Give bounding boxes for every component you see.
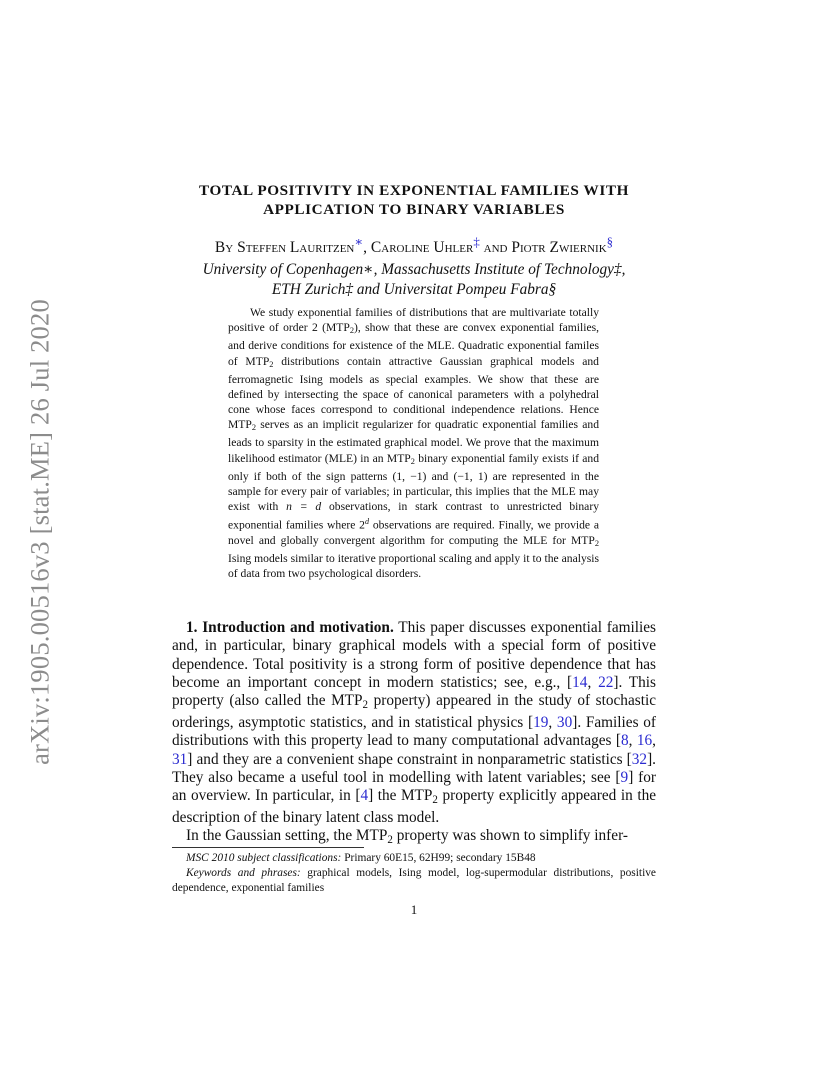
footnotes xyxy=(172,851,656,896)
author-line: By Steffen Lauritzen∗, Caroline Uhler‡ and Piotr Zwiernik§ xyxy=(214,234,614,257)
citation-link[interactable]: 16 xyxy=(636,732,653,750)
body-text: ]. This property (also called the MTP xyxy=(172,673,656,709)
citation-link[interactable]: 9 xyxy=(620,768,629,786)
body-text: property explicitly appeared in the description of the binary latent class model. xyxy=(172,787,657,826)
subscript: 2 xyxy=(362,698,369,711)
subscript: 2 xyxy=(594,539,599,549)
page-number: 1 xyxy=(410,902,418,917)
abstract-text: binary exponential family exists if and only if both of the sign patterns (1, −1) and (−1, 1) are represented in the sample for every pair of variables; in particular, this implies that the MLE may exist with xyxy=(228,451,599,514)
abstract-text: distributions contain attractive Gaussian graphical models and ferromagnetic Ising models as special examples. We show that these are defined by intersecting the space of canonical parameters with a polyhedral cone whose faces correspond to conditional independence relations. Hence MTP xyxy=(228,354,599,432)
abstract-text: Ising models similar to iterative proportional scaling and apply it to the analysis of data from two psychological disorders. xyxy=(228,552,599,581)
citation-link[interactable]: 19 xyxy=(533,714,549,731)
body-text: , xyxy=(548,714,557,731)
subscript: 2 xyxy=(269,359,274,369)
msc-footnote xyxy=(172,851,656,866)
title-line-1: TOTAL POSITIVITY IN EXPONENTIAL FAMILIES WITH xyxy=(199,182,629,199)
abstract-text: observations are required. Finally, we provide a novel and globally convergent algorithm for computing the MLE for MTP xyxy=(228,518,599,547)
citation-link[interactable]: 4 xyxy=(360,787,369,804)
author-lauritzen: Steffen Lauritzen xyxy=(237,239,355,257)
body-text: ] for an overview. In particular, in [ xyxy=(172,768,656,804)
body-text: ]. They also became a useful tool in modelling with latent variables; see [ xyxy=(172,750,656,786)
footnote-rule xyxy=(172,847,364,848)
and-label: and xyxy=(483,239,508,257)
abstract xyxy=(228,305,599,582)
body-text: , xyxy=(587,673,599,691)
author-zwiernik: Piotr Zwiernik xyxy=(511,239,607,257)
abstract-text: observations, in stark contrast to unrestricted binary exponential families where 2 xyxy=(228,500,599,532)
abstract-text: ), show that these are convex exponential families, and derive conditions for existence of the MLE. Quadratic exponential familes of MTP xyxy=(228,321,600,368)
body-text: This paper discusses exponential families and, in particular, binary graphical models with a special form of positive dependence. Total positivity is a strong form of positive dependence that has become an important concept in modern statistics; see, e.g., [ xyxy=(172,619,657,691)
msc-text: Primary 60E15, 62H99; secondary 15B48 xyxy=(341,852,536,864)
subscript: 2 xyxy=(387,834,393,846)
keywords-label: Keywords and phrases: xyxy=(186,867,301,879)
keywords-text: graphical models, Ising model, log-supermodular distributions, positive dependence, exponential families xyxy=(172,867,656,894)
author-lauritzen-mark[interactable]: ∗ xyxy=(354,234,364,249)
body-text: property) appeared in the study of stochastic orderings, asymptotic statistics, and in statistical physics [ xyxy=(172,692,656,731)
title-line-2: APPLICATION TO BINARY VARIABLES xyxy=(263,201,565,218)
citation-link[interactable]: 14 xyxy=(572,673,588,691)
abstract-text: We study exponential families of distributions that are multivariate totally positive of order 2 (MTP xyxy=(228,306,599,335)
citation-link[interactable]: 22 xyxy=(598,673,614,691)
body-text: , xyxy=(652,732,656,750)
affiliations xyxy=(150,260,678,300)
superscript-d: d xyxy=(364,517,370,527)
abstract-text: serves as an implicit regularizer for quadratic exponential families and leads to sparsity in the estimated graphical model. We prove that the maximum likelihood estimator (MLE) in an MTP xyxy=(228,418,599,465)
body-text: property was shown to simplify infer- xyxy=(392,827,628,845)
arxiv-stamp xyxy=(20,292,60,772)
affiliation-line-2: ETH Zurich‡ and Universitat Pompeu Fabra§ xyxy=(271,281,557,298)
body-text: In the Gaussian setting, the MTP xyxy=(186,827,388,845)
body-text: ]. Families of distributions with this property lead to many computational advantages [ xyxy=(172,714,657,750)
section-heading: 1. Introduction and motivation. xyxy=(186,619,394,636)
paper-title xyxy=(150,181,678,219)
arxiv-stamp-text: arXiv:1905.00516v3 [stat.ME] 26 Jul 2020 xyxy=(24,299,55,765)
citation-link[interactable]: 31 xyxy=(172,750,188,768)
msc-label: MSC 2010 subject classifications: xyxy=(186,852,342,864)
subscript: 2 xyxy=(349,326,354,336)
body-text: ] the MTP xyxy=(368,787,433,804)
citation-link[interactable]: 32 xyxy=(631,750,648,768)
citation-link[interactable]: 30 xyxy=(556,714,573,731)
math-n-equals-d: n = d xyxy=(286,500,322,514)
subscript: 2 xyxy=(251,423,257,433)
author-zwiernik-mark[interactable]: § xyxy=(606,234,614,249)
author-uhler: Caroline Uhler xyxy=(370,239,474,257)
subscript: 2 xyxy=(432,793,438,806)
author-uhler-mark[interactable]: ‡ xyxy=(473,234,480,249)
body-text: , xyxy=(628,732,637,750)
intro-paragraph-1 xyxy=(172,619,656,827)
keywords-footnote xyxy=(172,866,656,896)
by-label: By xyxy=(214,239,234,257)
subscript: 2 xyxy=(410,456,415,466)
body-text: ] and they are a convenient shape constraint in nonparametric statistics [ xyxy=(187,750,632,768)
section-introduction xyxy=(172,619,656,849)
citation-link[interactable]: 8 xyxy=(621,732,629,750)
affiliation-line-1: University of Copenhagen∗, Massachusetts Institute of Technology‡, xyxy=(202,261,626,278)
intro-paragraph-2 xyxy=(172,827,656,849)
